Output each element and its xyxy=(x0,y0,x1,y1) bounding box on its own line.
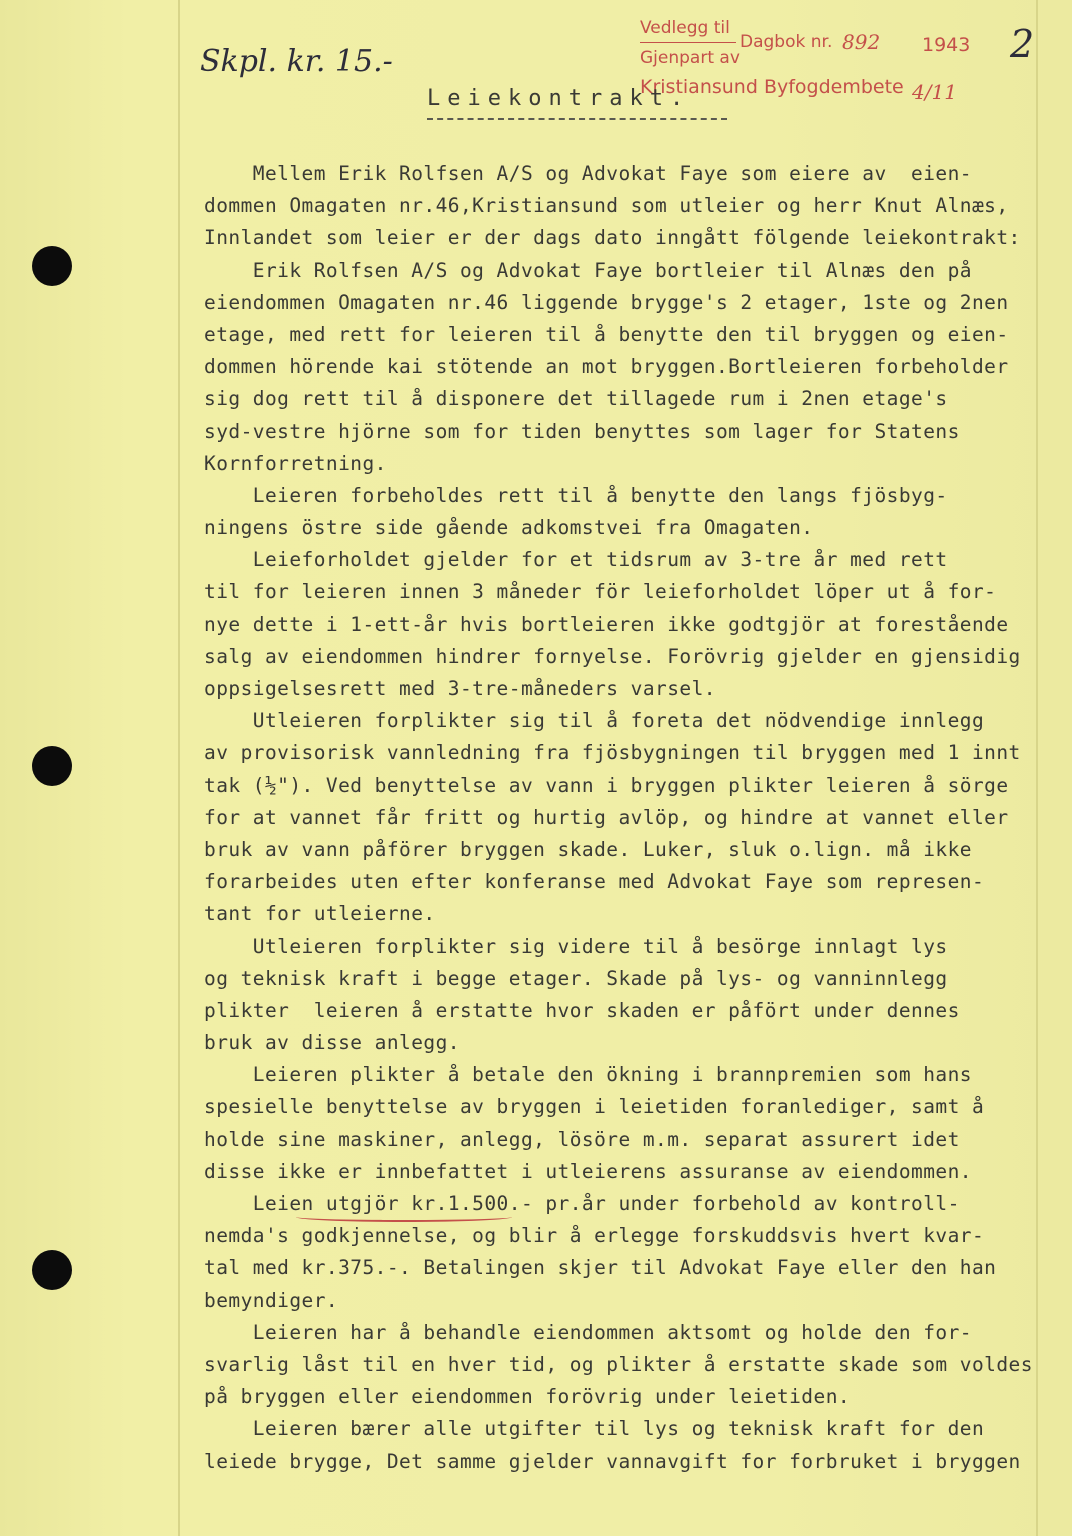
text-line: Leieren forbeholdes rett til å benytte den langs fjösbyg- xyxy=(204,483,948,507)
text-line: nemda's godkjennelse, og blir å erlegge forskuddsvis hvert kvar- xyxy=(204,1224,985,1248)
text-line: forarbeides uten efter konferanse med Advokat Faye som represen- xyxy=(204,870,985,894)
text-line: Utleieren forplikter sig videre til å besörge innlagt lys xyxy=(204,934,948,958)
text-line: Leieforholdet gjelder for et tidsrum av 3-tre år med rett xyxy=(204,548,948,572)
text-line: nye dette i 1-ett-år hvis bortleieren ikke godtgjör at forestående xyxy=(204,612,1009,636)
text-line: dommen Omagaten nr.46,Kristiansund som utleier og herr Knut Alnæs, xyxy=(204,194,1009,218)
text-line: eiendommen Omagaten nr.46 liggende brygge's 2 etager, 1ste og 2nen xyxy=(204,290,1009,314)
text-line: sig dog rett til å disponere det tillagede rum i 2nen etage's xyxy=(204,387,948,411)
text-line: Leieren bærer alle utgifter til lys og teknisk kraft for den xyxy=(204,1417,985,1441)
text-line: holde sine maskiner, anlegg, lösöre m.m. separat assurert idet xyxy=(204,1127,960,1151)
page-margin-line xyxy=(178,0,180,1536)
text-line: dommen hörende kai stötende an mot bryggen.Bortleieren forbeholder xyxy=(204,355,1009,379)
punch-hole xyxy=(32,746,72,786)
text-line: Leieren plikter å betale den ökning i brannpremien som hans xyxy=(204,1063,972,1087)
text-line: tant for utleierne. xyxy=(204,902,436,926)
text-line: av provisorisk vannledning fra fjösbygningen til bryggen med 1 innt xyxy=(204,741,1021,765)
text-line: spesielle benyttelse av bryggen i leietiden foranlediger, samt å xyxy=(204,1095,985,1119)
text-line: oppsigelsesrett med 3-tre-måneders varsel. xyxy=(204,677,716,700)
stamp-vedlegg: Vedlegg til xyxy=(640,18,730,38)
text-line: for at vannet får fritt og hurtig avlöp, og hindre at vannet eller xyxy=(204,805,1009,829)
text-line: Leieren har å behandle eiendommen aktsomt og holde den for- xyxy=(204,1320,972,1344)
punch-hole xyxy=(32,1250,72,1290)
text-line: Mellem Erik Rolfsen A/S og Advokat Faye som eiere av eien- xyxy=(204,162,972,185)
text-line: til for leieren innen 3 måneder för leieforholdet löper ut å for- xyxy=(204,580,997,604)
text-line: på bryggen eller eiendommen forövrig under leietiden. xyxy=(204,1385,851,1409)
text-line: Utleieren forplikter sig til å foreta det nödvendige innlegg xyxy=(204,709,985,733)
text-line: bemyndiger. xyxy=(204,1288,339,1312)
text-line: etage, med rett for leieren til å benytte den til bryggen og eien- xyxy=(204,322,1009,346)
text-line: Kornforretning. xyxy=(204,451,387,475)
stamp-divider xyxy=(640,42,736,43)
stamp-date: 4/11 xyxy=(912,80,957,104)
stamp-gjenpart: Gjenpart av xyxy=(640,48,740,68)
text-line: svarlig låst til en hver tid, og plikter å erstatte skade som voldes xyxy=(204,1352,1033,1376)
text-line: disse ikke er innbefattet i utleierens assuranse av eiendommen. xyxy=(204,1159,972,1183)
text-line: tal med kr.375.-. Betalingen skjer til Advokat Faye eller den han xyxy=(204,1256,997,1280)
stamp-office: Kristiansund Byfogdembete xyxy=(640,76,904,98)
handwritten-reference: Skpl. kr. 15.- xyxy=(200,44,393,79)
text-line: salg av eiendommen hindrer fornyelse. Forövrig gjelder en gjensidig xyxy=(204,644,1021,668)
text-line: tak (½"). Ved benyttelse av vann i bryggen plikter leieren å sörge xyxy=(204,773,1009,797)
document-title: Leiekontrakt. xyxy=(427,86,691,111)
handwritten-page-number: 2 xyxy=(1010,22,1035,66)
text-line: Innlandet som leier er der dags dato inngått fölgende leiekontrakt: xyxy=(204,226,1021,250)
text-line: ningens östre side gående adkomstvei fra Omagaten. xyxy=(204,516,814,540)
text-line: Leien utgjör kr.1.500.- pr.år under forbehold av kontroll- xyxy=(204,1192,960,1215)
stamp-dagbok-number: 892 xyxy=(842,30,881,54)
stamp-dagbok-label: Dagbok nr. xyxy=(740,32,833,52)
text-line: bruk av vann påförer bryggen skade. Luker, sluk o.lign. må ikke xyxy=(204,837,972,861)
text-line: bruk av disse anlegg. xyxy=(204,1031,460,1055)
text-line: syd-vestre hjörne som for tiden benyttes som lager for Statens xyxy=(204,419,960,443)
text-line: leiede brygge, Det samme gjelder vannavgift for forbruket i bryggen xyxy=(204,1449,1021,1473)
red-pencil-underline xyxy=(296,1212,512,1222)
punch-hole xyxy=(32,246,72,286)
text-line: Erik Rolfsen A/S og Advokat Faye bortleier til Alnæs den på xyxy=(204,258,972,282)
title-underline xyxy=(427,118,727,120)
stamp-year: 1943 xyxy=(922,34,971,56)
text-line: og teknisk kraft i begge etager. Skade på lys- og vanninnlegg xyxy=(204,966,948,990)
text-line: plikter leieren å erstatte hvor skaden er påfört under dennes xyxy=(204,998,960,1022)
contract-body xyxy=(204,158,1064,1478)
